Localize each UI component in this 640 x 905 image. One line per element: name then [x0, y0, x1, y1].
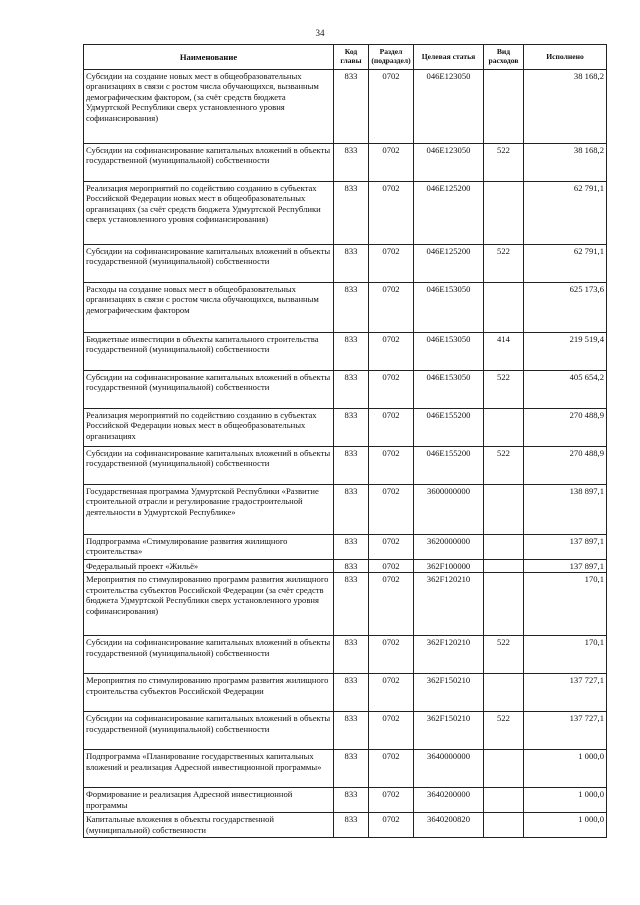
cell-name: Расходы на создание новых мест в общеобразовательных организациях в связи с ростом числа обучающихся, вызванным демографическим фактором — [84, 283, 334, 333]
cell-chapter: 833 — [334, 245, 369, 283]
cell-executed: 137 897,1 — [524, 535, 607, 560]
cell-target: 046E153050 — [414, 333, 484, 371]
cell-chapter: 833 — [334, 70, 369, 144]
cell-name: Федеральный проект «Жильё» — [84, 560, 334, 573]
cell-type: 522 — [484, 636, 524, 674]
table-row — [84, 535, 607, 560]
page-number: 34 — [315, 28, 325, 38]
cell-executed: 405 654,2 — [524, 371, 607, 409]
cell-section: 0702 — [369, 674, 414, 712]
cell-name: Подпрограмма «Стимулирование развития жилищного строительства» — [84, 535, 334, 560]
cell-section: 0702 — [369, 144, 414, 182]
cell-target: 046E125200 — [414, 182, 484, 245]
cell-chapter: 833 — [334, 750, 369, 788]
cell-executed: 270 488,9 — [524, 447, 607, 485]
cell-section: 0702 — [369, 371, 414, 409]
cell-type — [484, 409, 524, 447]
cell-target: 362F150210 — [414, 712, 484, 750]
table-row — [84, 560, 607, 573]
cell-chapter: 833 — [334, 712, 369, 750]
column-header-target: Целевая статья — [414, 45, 484, 70]
cell-section: 0702 — [369, 573, 414, 636]
cell-target: 362F120210 — [414, 636, 484, 674]
cell-section: 0702 — [369, 788, 414, 813]
cell-name: Подпрограмма «Планирование государственных капитальных вложений и реализация Адресной инвестиционной программы» — [84, 750, 334, 788]
column-header-section: Раздел (подраздел) — [369, 45, 414, 70]
table-row — [84, 182, 607, 245]
cell-executed: 1 000,0 — [524, 750, 607, 788]
cell-executed: 1 000,0 — [524, 813, 607, 838]
cell-name: Реализация мероприятий по содействию созданию в субъектах Российской Федерации новых мест в общеобразовательных организациях (за счёт средств бюджета Удмуртской Республики сверх установленного уровня софинансирования) — [84, 182, 334, 245]
cell-chapter: 833 — [334, 535, 369, 560]
cell-type — [484, 813, 524, 838]
cell-executed: 1 000,0 — [524, 788, 607, 813]
cell-executed: 137 727,1 — [524, 712, 607, 750]
table-row — [84, 409, 607, 447]
cell-target: 3600000000 — [414, 485, 484, 535]
column-header-chapter: Код главы — [334, 45, 369, 70]
cell-name: Государственная программа Удмуртской Республики «Развитие строительной отрасли и регулирование градостроительной деятельности в Удмуртской Республике» — [84, 485, 334, 535]
table-row — [84, 371, 607, 409]
cell-section: 0702 — [369, 447, 414, 485]
cell-executed: 138 897,1 — [524, 485, 607, 535]
cell-name: Субсидии на софинансирование капитальных вложений в объекты государственной (муниципальной) собственности — [84, 144, 334, 182]
table-row — [84, 674, 607, 712]
table-row — [84, 712, 607, 750]
cell-section: 0702 — [369, 409, 414, 447]
cell-executed: 38 168,2 — [524, 144, 607, 182]
cell-type — [484, 535, 524, 560]
cell-chapter: 833 — [334, 813, 369, 838]
cell-section: 0702 — [369, 485, 414, 535]
cell-chapter: 833 — [334, 371, 369, 409]
cell-executed: 170,1 — [524, 636, 607, 674]
cell-section: 0702 — [369, 333, 414, 371]
cell-type: 522 — [484, 144, 524, 182]
table-row — [84, 788, 607, 813]
cell-type — [484, 674, 524, 712]
cell-name: Субсидии на софинансирование капитальных вложений в объекты государственной (муниципальной) собственности — [84, 245, 334, 283]
cell-chapter: 833 — [334, 573, 369, 636]
cell-chapter: 833 — [334, 447, 369, 485]
cell-type — [484, 560, 524, 573]
cell-chapter: 833 — [334, 674, 369, 712]
cell-type — [484, 485, 524, 535]
table-row — [84, 283, 607, 333]
table-row — [84, 245, 607, 283]
column-header-type: Вид расходов — [484, 45, 524, 70]
cell-type — [484, 70, 524, 144]
table-row — [84, 144, 607, 182]
cell-target: 046E155200 — [414, 447, 484, 485]
cell-target: 3640200820 — [414, 813, 484, 838]
table-header-row — [84, 45, 607, 70]
cell-section: 0702 — [369, 535, 414, 560]
column-header-executed: Исполнено — [524, 45, 607, 70]
cell-target: 046E155200 — [414, 409, 484, 447]
cell-target: 362F150210 — [414, 674, 484, 712]
cell-target: 046E123050 — [414, 144, 484, 182]
cell-target: 3640000000 — [414, 750, 484, 788]
table-body — [84, 70, 607, 838]
cell-name: Капитальные вложения в объекты государственной (муниципальной) собственности — [84, 813, 334, 838]
cell-executed: 625 173,6 — [524, 283, 607, 333]
cell-type — [484, 182, 524, 245]
table-row — [84, 70, 607, 144]
column-header-name: Наименование — [84, 45, 334, 70]
cell-target: 362F120210 — [414, 573, 484, 636]
cell-chapter: 833 — [334, 333, 369, 371]
cell-type — [484, 750, 524, 788]
table-row — [84, 333, 607, 371]
cell-type: 522 — [484, 712, 524, 750]
cell-name: Реализация мероприятий по содействию созданию в субъектах Российской Федерации новых мест в общеобразовательных организациях — [84, 409, 334, 447]
cell-name: Мероприятия по стимулированию программ развития жилищного строительства субъектов Российской Федерации — [84, 674, 334, 712]
cell-chapter: 833 — [334, 636, 369, 674]
cell-target: 046E153050 — [414, 371, 484, 409]
cell-type: 522 — [484, 371, 524, 409]
cell-section: 0702 — [369, 750, 414, 788]
cell-section: 0702 — [369, 813, 414, 838]
cell-section: 0702 — [369, 636, 414, 674]
cell-executed: 62 791,1 — [524, 182, 607, 245]
cell-name: Мероприятия по стимулированию программ развития жилищного строительства субъектов Российской Федерации (за счёт средств бюджета Удмуртской Республики сверх установленного уровня софинансирования) — [84, 573, 334, 636]
cell-section: 0702 — [369, 182, 414, 245]
table-row — [84, 813, 607, 838]
cell-type — [484, 283, 524, 333]
cell-target: 046E123050 — [414, 70, 484, 144]
cell-executed: 137 897,1 — [524, 560, 607, 573]
cell-name: Субсидии на софинансирование капитальных вложений в объекты государственной (муниципальной) собственности — [84, 371, 334, 409]
cell-section: 0702 — [369, 70, 414, 144]
cell-chapter: 833 — [334, 283, 369, 333]
cell-target: 046E153050 — [414, 283, 484, 333]
table-row — [84, 573, 607, 636]
cell-executed: 219 519,4 — [524, 333, 607, 371]
budget-table — [83, 44, 607, 838]
cell-type: 522 — [484, 245, 524, 283]
cell-section: 0702 — [369, 283, 414, 333]
cell-name: Формирование и реализация Адресной инвестиционной программы — [84, 788, 334, 813]
cell-target: 362F100000 — [414, 560, 484, 573]
cell-type: 414 — [484, 333, 524, 371]
cell-chapter: 833 — [334, 485, 369, 535]
cell-target: 046E125200 — [414, 245, 484, 283]
cell-name: Субсидии на создание новых мест в общеобразовательных организациях в связи с ростом числа обучающихся, вызванным демографическим фактором, (за счёт средств бюджета Удмуртской Республики сверх установленного уровня софинансирования) — [84, 70, 334, 144]
cell-name: Субсидии на софинансирование капитальных вложений в объекты государственной (муниципальной) собственности — [84, 447, 334, 485]
table-row — [84, 447, 607, 485]
cell-chapter: 833 — [334, 409, 369, 447]
cell-type — [484, 573, 524, 636]
cell-section: 0702 — [369, 245, 414, 283]
cell-target: 3620000000 — [414, 535, 484, 560]
cell-executed: 38 168,2 — [524, 70, 607, 144]
cell-type — [484, 788, 524, 813]
cell-executed: 62 791,1 — [524, 245, 607, 283]
cell-target: 3640200000 — [414, 788, 484, 813]
cell-section: 0702 — [369, 560, 414, 573]
cell-executed: 137 727,1 — [524, 674, 607, 712]
cell-executed: 170,1 — [524, 573, 607, 636]
table-row — [84, 750, 607, 788]
table-row — [84, 485, 607, 535]
cell-chapter: 833 — [334, 560, 369, 573]
cell-chapter: 833 — [334, 182, 369, 245]
cell-executed: 270 488,9 — [524, 409, 607, 447]
cell-section: 0702 — [369, 712, 414, 750]
cell-chapter: 833 — [334, 144, 369, 182]
cell-name: Субсидии на софинансирование капитальных вложений в объекты государственной (муниципальной) собственности — [84, 636, 334, 674]
cell-type: 522 — [484, 447, 524, 485]
cell-name: Субсидии на софинансирование капитальных вложений в объекты государственной (муниципальной) собственности — [84, 712, 334, 750]
cell-name: Бюджетные инвестиции в объекты капитального строительства государственной (муниципальной) собственности — [84, 333, 334, 371]
cell-chapter: 833 — [334, 788, 369, 813]
table-row — [84, 636, 607, 674]
